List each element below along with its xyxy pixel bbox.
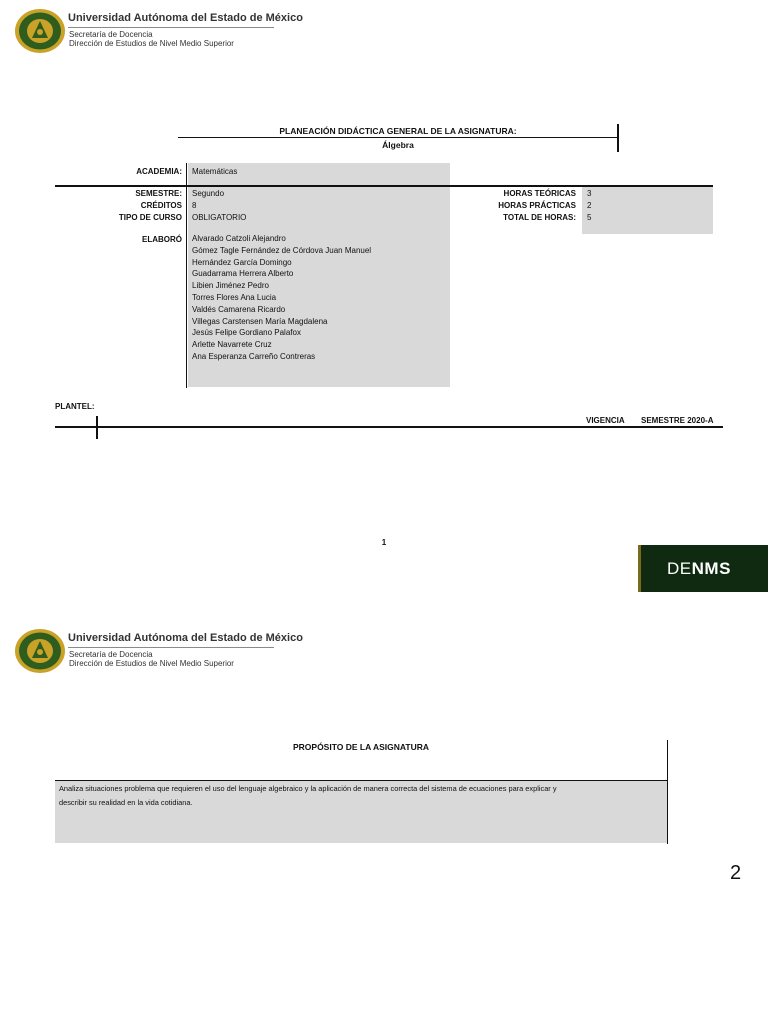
- staff-member: Guadarrama Herrera Alberto: [192, 269, 294, 279]
- footer-tick: [96, 416, 98, 439]
- total-horas-value: 5: [587, 213, 592, 222]
- info-left-border: [186, 163, 187, 388]
- hours-box: [582, 187, 713, 234]
- staff-member: Alvarado Catzoli Alejandro: [192, 234, 286, 243]
- subject-name: Álgebra: [382, 140, 414, 150]
- staff-member: Ana Esperanza Carreño Contreras: [192, 351, 316, 361]
- horas-practicas-label: HORAS PRÁCTICAS: [498, 201, 576, 210]
- elaboro-label: ELABORÓ: [142, 235, 182, 244]
- university-name: Universidad Autónoma del Estado de México: [68, 632, 303, 644]
- staff-member: Arlette Navarrete Cruz: [192, 340, 272, 350]
- purpose-text-line1: Analiza situaciones problema que requieren el uso del lenguaje algebraico y la aplicación de manera correcta del sistema de ecuaciones para explicar y: [59, 784, 557, 793]
- document-title: PLANEACIÓN DIDÁCTICA GENERAL DE LA ASIGNATURA:: [279, 126, 517, 136]
- purpose-title: PROPÓSITO DE LA ASIGNATURA: [292, 742, 429, 752]
- semestre-label: SEMESTRE:: [135, 189, 182, 198]
- direccion-line: Dirección de Estudios de Nivel Medio Superior: [69, 659, 234, 668]
- page-number-2: 2: [730, 862, 742, 884]
- vigencia-label: VIGENCIA: [586, 416, 625, 425]
- tipo-curso-label: TIPO DE CURSO: [118, 213, 182, 222]
- staff-member: Villegas Carstensen María Magdalena: [192, 316, 328, 326]
- staff-member: Torres Flores Ana Lucia: [192, 292, 277, 302]
- header-divider: [68, 27, 274, 28]
- plantel-label: PLANTEL:: [55, 402, 95, 411]
- university-name: Universidad Autónoma del Estado de México: [68, 12, 303, 24]
- academia-label: ACADEMIA:: [136, 167, 182, 176]
- total-horas-label: TOTAL DE HORAS:: [503, 213, 576, 222]
- staff-member: Hernández García Domingo: [192, 257, 292, 267]
- denms-badge: [638, 545, 768, 592]
- creditos-value: 8: [192, 201, 197, 210]
- staff-member: Gómez Tagle Fernández de Córdova Juan Manuel: [192, 245, 372, 255]
- staff-list: [192, 233, 371, 363]
- academia-value: Matemáticas: [192, 167, 238, 176]
- secretaria-line: Secretaría de Docencia: [69, 650, 153, 659]
- staff-member: Jesús Felipe Gordiano Palafox: [192, 328, 301, 338]
- direccion-line: Dirección de Estudios de Nivel Medio Superior: [69, 39, 234, 48]
- footer-rule: [55, 426, 723, 428]
- purpose-right-border: [667, 740, 668, 844]
- uaemex-seal-logo: [14, 8, 66, 54]
- staff-member: Libien Jiménez Pedro: [192, 281, 269, 291]
- badge-nms: NMS: [691, 558, 731, 578]
- semestre-value: Segundo: [192, 189, 225, 198]
- header-divider: [68, 647, 274, 648]
- tipo-curso-value: OBLIGATORIO: [192, 213, 247, 222]
- badge-de: DE: [667, 558, 692, 578]
- purpose-text-line2: describir su realidad en la vida cotidiana.: [59, 798, 193, 807]
- page-number-1: 1: [381, 538, 387, 547]
- staff-member: Valdés Camarena Ricardo: [192, 304, 286, 314]
- secretaria-line: Secretaría de Docencia: [69, 30, 153, 39]
- vigencia-value: SEMESTRE 2020-A: [641, 416, 714, 425]
- horas-practicas-value: 2: [587, 201, 592, 210]
- horas-teoricas-label: HORAS TEÓRICAS: [503, 189, 576, 198]
- title-rule: [178, 137, 618, 138]
- horas-teoricas-value: 3: [587, 189, 592, 198]
- uaemex-seal-logo: [14, 628, 66, 674]
- creditos-label: CRÉDITOS: [140, 201, 182, 210]
